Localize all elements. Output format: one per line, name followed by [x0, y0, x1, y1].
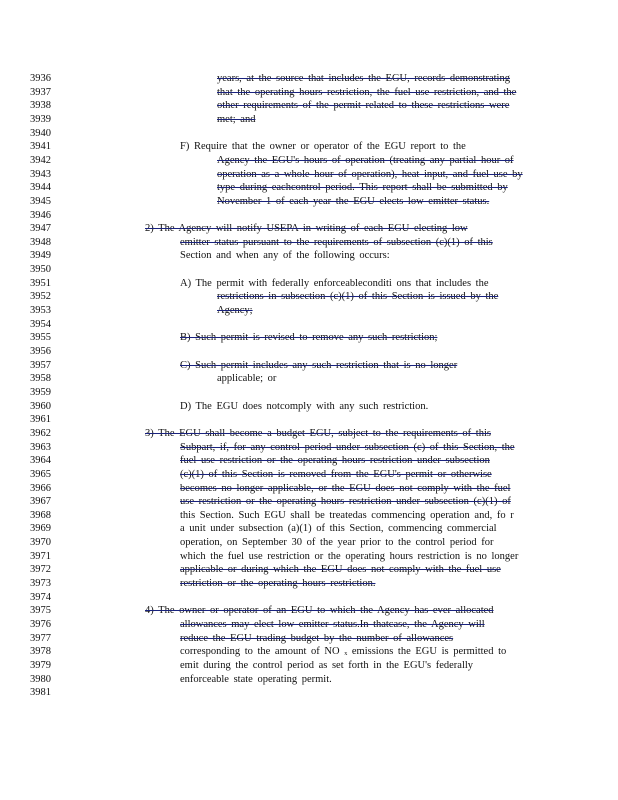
struck-text-line: 4) The owner or operator of an EGU to which the Agency has ever allocated	[145, 605, 494, 617]
text-line: D) The EGU does notcomply with any such restriction.	[180, 400, 429, 412]
line-number: 3971	[30, 550, 51, 562]
struck-text-line: operation as a whole hour of operation), heat input, and fuel use by	[217, 168, 523, 180]
line-number: 3966	[30, 482, 51, 494]
struck-text-line: allowances may elect low emitter status.In thatcase, the Agency will	[180, 619, 485, 630]
struck-text-line: met; and	[217, 113, 256, 125]
struck-text-line: other requirements of the permit related to these restrictions were	[217, 100, 510, 112]
struck-text-line: use restriction or the operating hours restriction under subsection (c)(1) of	[180, 496, 511, 508]
line-number: 3969	[30, 523, 51, 535]
line-number: 3976	[30, 619, 51, 630]
line-number: 3942	[30, 154, 51, 166]
line-number: 3954	[30, 318, 51, 330]
line-number: 3979	[30, 659, 51, 671]
line-number: 3959	[30, 386, 51, 398]
line-number: 3944	[30, 182, 51, 194]
line-number: 3978	[30, 646, 51, 658]
line-number: 3947	[30, 223, 51, 235]
struck-text-line: type during eachcontrol period. This report shall be submitted by	[217, 182, 508, 194]
struck-text-line: that the operating hours restriction, the fuel use restriction, and the	[217, 86, 517, 98]
line-number: 3974	[30, 591, 51, 603]
line-number: 3951	[30, 277, 51, 289]
line-number: 3980	[30, 673, 51, 685]
line-number: 3946	[30, 209, 51, 221]
line-number: 3958	[30, 373, 51, 385]
struck-text-line: 2) The Agency will notify USEPA in writing of each EGU electing low	[145, 223, 468, 235]
line-number: 3938	[30, 100, 51, 112]
line-number: 3940	[30, 127, 51, 139]
line-number: 3941	[30, 141, 51, 153]
text-line: F) Require that the owner or operator of the EGU report to the	[180, 141, 466, 153]
text-line: a unit under subsection (a)(1) of this Section, commencing commercial	[180, 523, 497, 535]
struck-text-line: restrictions in subsection (c)(1) of this Section is issued by the	[217, 291, 499, 303]
line-number: 3975	[30, 605, 51, 617]
text-line: this Section. Such EGU shall be treatedas commencing operation and, fo r	[180, 509, 514, 521]
text-line: A) The permit with federally enforceableconditi ons that includes the	[180, 277, 489, 289]
line-number: 3964	[30, 455, 51, 467]
line-number: 3955	[30, 332, 51, 344]
line-number: 3949	[30, 250, 51, 262]
text-line: enforceable state operating permit.	[180, 673, 332, 685]
line-number: 3953	[30, 305, 51, 317]
struck-text-line: emitter status pursuant to the requirements of subsection (c)(1) of this	[180, 236, 493, 248]
line-number: 3970	[30, 537, 51, 549]
line-number: 3962	[30, 427, 51, 439]
text-line: emit during the control period as set forth in the EGU's federally	[180, 659, 474, 671]
line-number: 3937	[30, 86, 51, 98]
struck-text-line: Agency;	[217, 305, 253, 317]
line-number: 3936	[30, 73, 51, 84]
line-number: 3952	[30, 291, 51, 303]
line-number: 3977	[30, 632, 51, 644]
line-number: 3948	[30, 236, 51, 248]
line-number: 3939	[30, 113, 51, 125]
struck-text-line: reduce the EGU trading budget by the number of allowances	[180, 632, 454, 644]
line-number: 3957	[30, 359, 51, 371]
line-number: 3968	[30, 509, 51, 521]
text-line: operation, on September 30 of the year prior to the control period for	[180, 537, 494, 549]
struck-text-line: fuel use restriction or the operating hours restriction under subsection	[180, 455, 490, 467]
struck-text-line: years, at the source that includes the EGU, records demonstrating	[217, 73, 510, 84]
line-number: 3943	[30, 168, 51, 180]
text-line: Section and when any of the following occurs:	[180, 250, 390, 262]
line-number: 3956	[30, 346, 51, 357]
struck-text-line: B) Such permit is revised to remove any such restriction;	[180, 332, 438, 344]
text-line: corresponding to the amount of NO ₓ emissions the EGU is permitted to	[180, 646, 507, 658]
struck-text-line: applicable or during which the EGU does not comply with the fuel use	[180, 564, 501, 576]
line-number: 3965	[30, 468, 51, 480]
line-number: 3961	[30, 414, 51, 426]
line-number: 3963	[30, 441, 51, 453]
struck-text-line: restriction or the operating hours restriction.	[180, 578, 376, 590]
struck-text-line: 3) The EGU shall become a budget EGU, subject to the requirements of this	[145, 427, 491, 439]
struck-text-line: (c)(1) of this Section is removed from the EGU's permit or otherwise	[180, 468, 492, 480]
struck-text-line: C) Such permit includes any such restriction that is no longer	[180, 359, 458, 371]
text-line: which the fuel use restriction or the operating hours restriction is no longer	[180, 550, 519, 562]
struck-text-line: Subpart, if, for any control period under subsection (c) of this Section, the	[180, 441, 515, 453]
line-number: 3972	[30, 564, 51, 576]
line-number: 3945	[30, 195, 51, 207]
struck-text-line: November 1 of each year the EGU elects low emitter status.	[217, 195, 490, 207]
line-number: 3981	[30, 687, 51, 699]
line-number: 3950	[30, 264, 51, 276]
struck-text-line: Agency the EGU's hours of operation (treating any partial hour of	[217, 154, 514, 166]
line-number: 3967	[30, 496, 51, 508]
text-line: applicable; or	[217, 373, 277, 385]
line-number: 3973	[30, 578, 51, 590]
struck-text-line: becomes no longer applicable, or the EGU does not comply with the fuel	[180, 482, 511, 494]
line-number: 3960	[30, 400, 51, 412]
